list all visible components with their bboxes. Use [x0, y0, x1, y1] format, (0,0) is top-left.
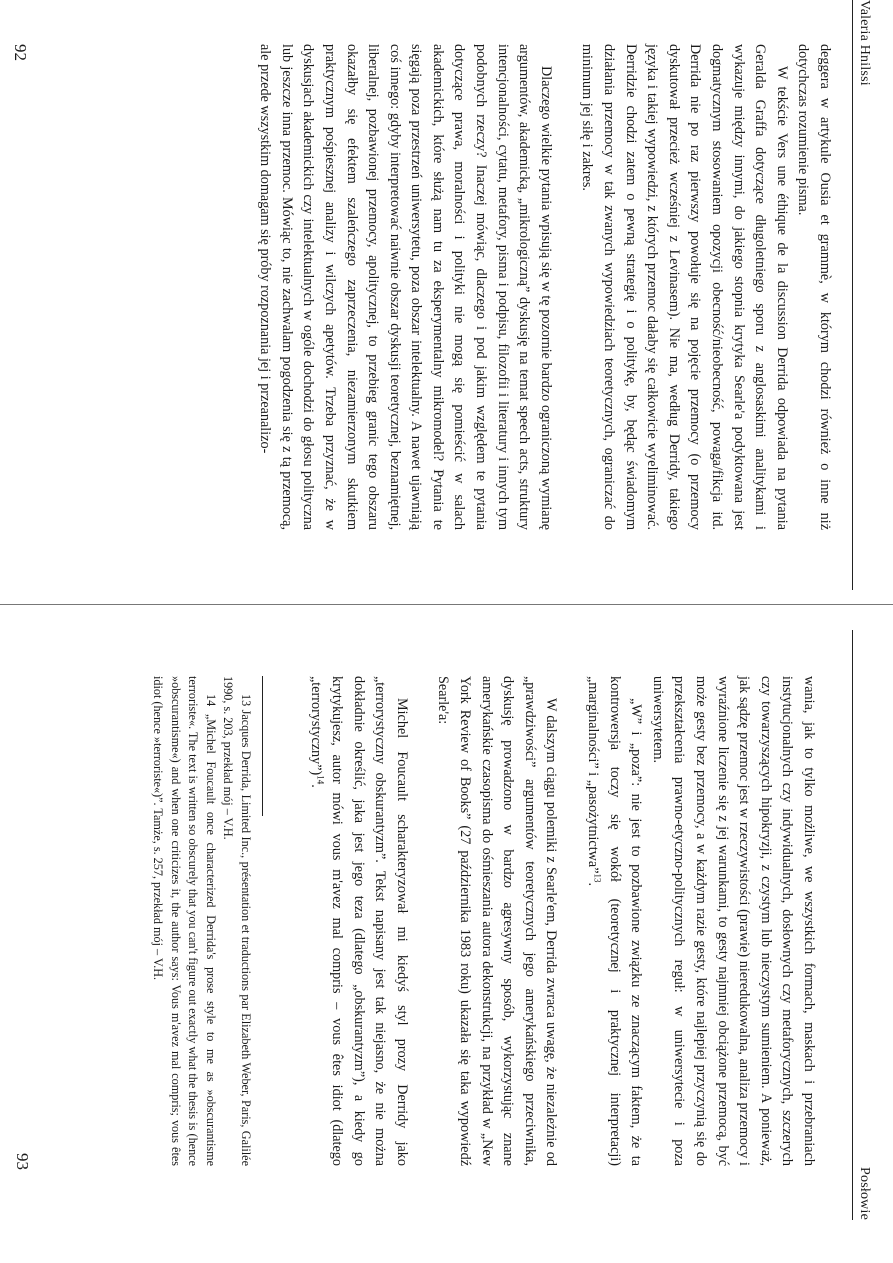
paragraph-text: „W” i „poza”: nie jest to pozbawione związku ze znaczącym faktem, że ta kontrowersja toczy się wokół (teoretycznej i praktycznej interpretacji) „marginalności” i „pasożytnictwa” [585, 676, 645, 1166]
body-text [254, 44, 835, 530]
paragraph: Dlaczego wielkie pytania wpisują się w tę pozornie bardzo ograniczoną wymianę argumentów, akademicką, „mikrologiczną” dyskusję na temat speech acts, struktury intencjonalności, cytatu, metafory, pisma i podpisu, filozofii i literatury i innych tym podobnych rzeczy? Inaczej mówiąc, dlaczego i pod jakim względem te pytania dotyczące prawa, moralności i polityki nie mogą się pomieścić w salach akademickich, które służą nam tu za eksperymentalny mikromodel? Pytania te sięgają poza przestrzeń uniwersytetu, poza obszar intelektualny. A nawet ujawniają coś innego: gdyby interpretować naiwnie obszar dyskusji teoretycznej, beznamiętnej, liberalnej, pozbawionej przemocy, apolitycznej, to przebieg granic tego obszaru okazałby się efektem szaleńczego zaprzeczenia, niezamierzonym skutkiem praktycznym pośpiesznej analizy i wilczych apetytów. Trzeba przyznać, że w dyskusjach akademickich czy intelektualnych w ogóle dochodzi do głosu polityczna lub jeszcze inna przemoc. Mówiąc to, nie zachwalam pogodzenia się z tą przemocą, ale przede wszystkim domagam się próby rozpoznania jej i przeanalizo- [257, 44, 554, 530]
page-92 [0, 0, 893, 590]
body-text [304, 676, 819, 1166]
running-head [852, 0, 875, 590]
footnotes [149, 676, 263, 1166]
running-head-title: Posłowie [857, 1167, 872, 1220]
paragraph: W dalszym ciągu polemiki z Searle'em, Derrida zwraca uwagę, że niezależnie od „prawdziwości” argumentów teoretycznych jego amerykańskiego przeciwnika, dyskusję prowadzono w bardzo agresywny sposób, wykorzystując znane amerykańskie czasopisma do ośmieszania autora dekonstrukcji, na przykład w „New York Review of Books” (27 października 1983 roku) ukazała się taka wypowiedź Searle'a: [435, 676, 560, 1166]
page-93 [0, 630, 893, 1220]
paragraph: deggera w artykule Ousia et grammè, w którym chodzi również o inne niż dotychczas rozumienie pisma. [795, 44, 833, 530]
page-divider [0, 604, 893, 605]
page-number: 92 [11, 44, 30, 61]
page-number: 93 [13, 1153, 32, 1170]
footnote: 13 Jacques Derrida, Limited Inc., présentation et traductions par Elizabeth Weber, Paris, Galilée 1990, s. 203, przekład mój – V.H. [221, 676, 253, 1166]
footnote: 14 „Michel Foucault once characterized Derrida's prose style to me as »obscurantisme terroriste«. The text is written so obscurely that you can't figure out exactly what the thesis is (hence »obscurantisme«) and when one criticizes it, the author says: Vous m'avez mal compris; vous êtes idiot (hence »terroriste«)”. Tamże, s. 257, przekład mój – V.H. [151, 676, 218, 1166]
quote-text: Michel Foucault scharakteryzował mi kiedyś styl prozy Derridy jako „terrorystyczny obskurantyzm”. Tekst napisany jest tak niejasno, że nie można dokładnie określić, jaka jest jego teza (dlatego „obskurantyzm”), a kiedy go krytykujesz, autor mówi vous m'avez mal compris – vous êtes idiot (dlatego „terrorystyczny”) [307, 676, 410, 1166]
running-head-author: Valeria Hnilssi [857, 0, 872, 86]
footnote-ref: 14 [315, 775, 326, 785]
paragraph: wania, jak to tylko możliwe, we wszystkich formach, maskach i przebraniach instytucjonalnych czy indywidualnych, dosłownych czy metaforycznych, szczerych czy towarzyszących hipokryzji, z czystym lub nieczystym sumieniem. A ponieważ, jak sądzę przemoc jest w rzeczywistości (prawie) nieredukowalna, analiza przemocy i wyraźnione liczenie się z jej warunkami, to gesty najmniej obciążone przemocą, być może gesty bez przemocy, a w każdym razie gesty, które najlepiej przyczynią się do przekształcenia prawno-etyczno-politycznych reguł: w uniwersytecie i poza uniwersytetem. [649, 676, 817, 1166]
running-head [852, 630, 875, 1220]
footnote-rule [262, 676, 263, 816]
paragraph: W tekście Vers une éthique de la discussion Derrida odpowiada na pytania Geralda Graffa dotyczące długoletniego sporu z anglosaskimi analitykami i wykazuje między innymi, do jakiego stopnia krytyka Searle'a podyktowana jest dogmatycznym stosowaniem opozycji obecność/nieobecność, powaga/fikcja itd. Derrida nie po raz pierwszy powołuje się na pojęcie przemocy (o przemocy dyskutował przecież wcześniej z Levinasem). Nie ma, według Derridy, takiego języka i takiej wypowiedzi, z których przemoc dałaby się całkowicie wyeliminować. Derridzie chodzi zatem o pewną strategię i o politykę, by, będąc świadomym działania przemocy w tak zwanych wypowiedziach teoretycznych, ograniczać do minimum jej siłę i zakres. [579, 44, 790, 530]
paragraph: „W” i „poza”: nie jest to pozbawione związku ze znaczącym faktem, że ta kontrowersja toczy się wokół (teoretycznej i praktycznej interpretacji) „marginalności” i „pasożytnictwa”$^{13}$. [585, 676, 645, 1166]
footnote-ref: 13 [592, 873, 603, 883]
block-quote: Michel Foucault scharakteryzował mi kiedyś styl prozy Derridy jako „terrorystyczny obskurantyzm”. Tekst napisany jest tak niejasno, że nie można dokładnie określić, jaka jest jego teza (dlatego „obskurantyzm”), a kiedy go krytykujesz, autor mówi vous m'avez mal compris – vous êtes idiot (dlatego „terrorystyczny”)$^{14}$. [307, 676, 410, 1166]
